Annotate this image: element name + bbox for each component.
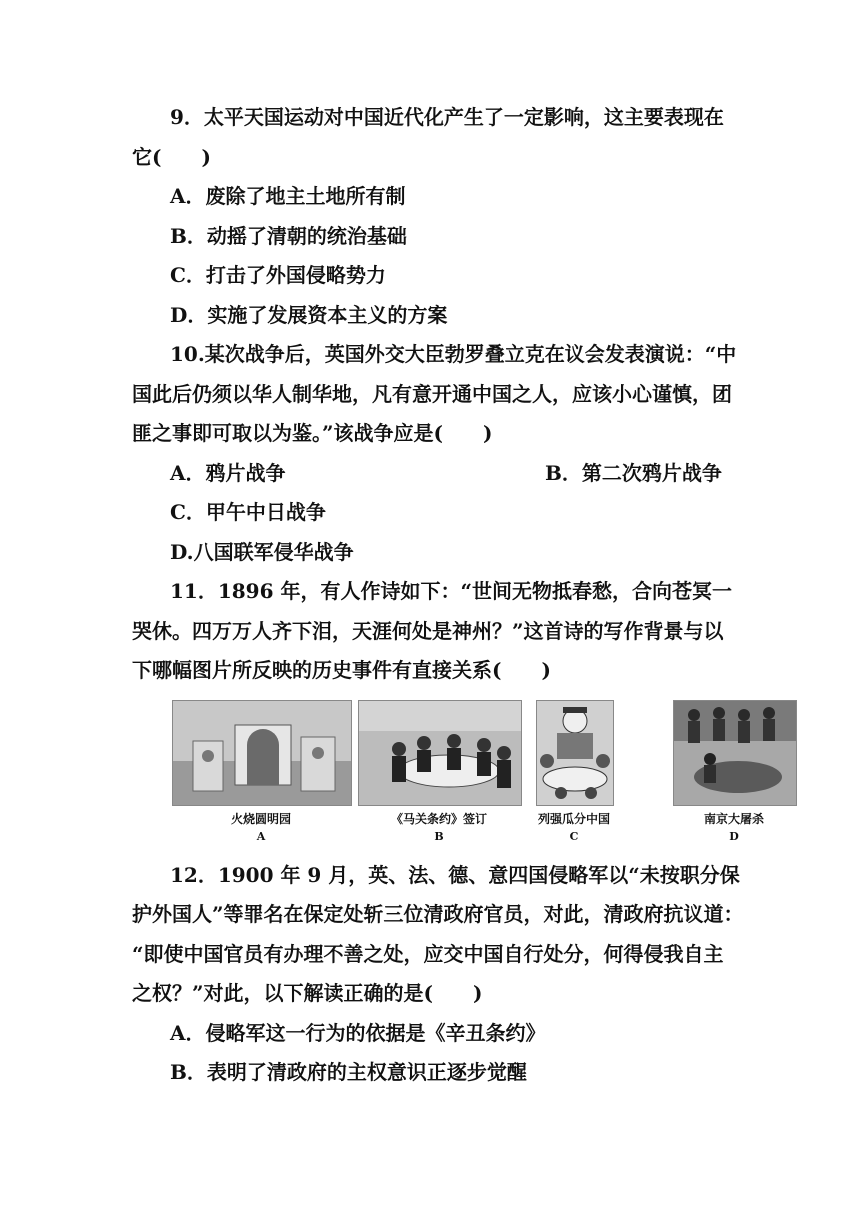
q12-stem-line2: 护外国人”等罪名在保定处斩三位清政府官员，对此，清政府抗议道：: [132, 902, 744, 926]
image-a-letter: A: [256, 830, 266, 843]
image-a-yuanmingyuan: [172, 700, 352, 806]
q10-stem-line2: 国此后仍须以华人制华地，凡有意开通中国之人，应该小心谨慎，团: [132, 382, 732, 406]
q9-option-d: D．实施了发展资本主义的方案: [170, 303, 448, 327]
q10-option-d: D.八国联军侵华战争: [170, 540, 354, 564]
q9-stem-line1: 9．太平天国运动对中国近代化产生了一定影响，这主要表现在: [170, 105, 724, 129]
q9-option-a: A．废除了地主土地所有制: [170, 184, 406, 208]
q9-stem-line2: 它( ): [132, 145, 211, 169]
image-c-letter: C: [569, 830, 579, 843]
image-d-nanjing-massacre: [673, 700, 797, 806]
q12-option-a: A．侵略军这一行为的依据是《辛丑条约》: [170, 1021, 546, 1045]
q12-stem-line4: 之权？”对此，以下解读正确的是( ): [132, 981, 483, 1005]
q11-stem-line1: 11．1896 年，有人作诗如下：“世间无物抵春愁，合向苍冥一: [170, 579, 732, 603]
image-a-caption: 火烧圆明园: [230, 812, 291, 826]
q9-option-b: B．动摇了清朝的统治基础: [170, 224, 407, 248]
q12-option-b: B．表明了清政府的主权意识正逐步觉醒: [170, 1060, 527, 1084]
q11-stem-line2: 哭休。四万万人齐下泪，天涯何处是神州？”这首诗的写作背景与以: [132, 619, 724, 643]
image-b-caption: 《马关条约》签订: [390, 812, 487, 826]
image-b-treaty-signing: [358, 700, 522, 806]
q10-option-a: A．鸦片战争: [170, 461, 286, 485]
image-d-letter: D: [729, 830, 739, 843]
q9-option-c: C．打击了外国侵略势力: [170, 263, 386, 287]
q11-stem-line3: 下哪幅图片所反映的历史事件有直接关系( ): [132, 658, 551, 682]
image-d-caption: 南京大屠杀: [703, 812, 764, 826]
q12-stem-line1: 12．1900 年 9 月，英、法、德、意四国侵略军以“未按职分保: [170, 863, 740, 887]
q10-option-b: B．第二次鸦片战争: [545, 461, 722, 485]
q11-image-strip: [172, 700, 802, 850]
q10-option-c: C．甲午中日战争: [170, 500, 326, 524]
image-c-carving-up-china: [536, 700, 614, 806]
image-c-caption: 列强瓜分中国: [537, 812, 610, 826]
q10-stem-line1: 10.某次战争后，英国外交大臣勃罗叠立克在议会发表演说：“中: [170, 342, 737, 366]
q12-stem-line3: “即使中国官员有办理不善之处，应交中国自行处分，何得侵我自主: [132, 942, 724, 966]
q10-stem-line3: 匪之事即可取以为鉴。”该战争应是( ): [132, 421, 493, 445]
image-b-letter: B: [434, 830, 444, 843]
